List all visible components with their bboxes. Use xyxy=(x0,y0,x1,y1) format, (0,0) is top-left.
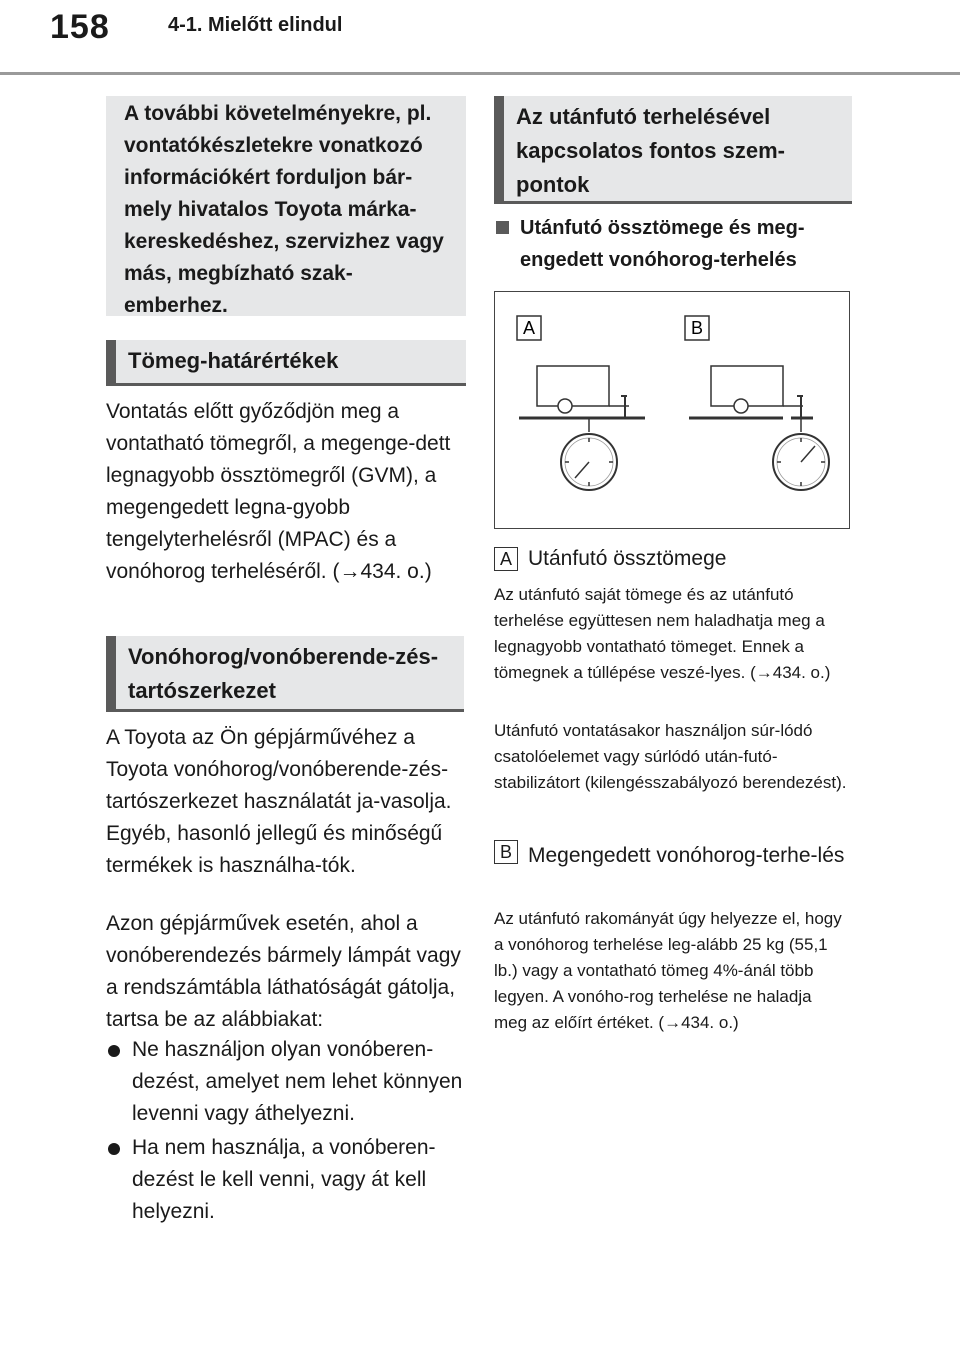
bullet-item xyxy=(106,1132,466,1228)
tongue-on-scale-b xyxy=(689,366,829,490)
paragraph-obstruction: Azon gépjárművek esetén, ahol a vonóberendezés bármely lámpát vagy a rendszámtábla láthatóságát gátolja, tartsa be az alábbiakat: xyxy=(106,912,461,1031)
item-a-paragraph-1: Az utánfutó saját tömege és az utánfutó terhelése együttesen nem haladhatja meg a legnagyobb vontatható tömeget. Ennek a tömegnek a túllépése veszé-lyes. (→434. o.) xyxy=(494,585,831,682)
trailer-weight-figure xyxy=(494,291,850,529)
subheading-text: Utánfutó össztömege és meg-engedett vonóhorog-terhelés xyxy=(520,217,805,271)
info-note-box xyxy=(106,96,466,316)
bullet-item xyxy=(106,1034,466,1130)
label-b: B xyxy=(690,318,704,338)
item-a-paragraph-2: Utánfutó vontatásakor használjon súr-lódó csatolóelemet vagy súrlódó után-futó-stabilizátort (kilengésszabályozó berendezést). xyxy=(494,721,847,792)
subheading-trailer-weight xyxy=(494,212,854,276)
label-a-box: A xyxy=(494,547,518,571)
trailer-on-scale-a xyxy=(519,366,645,490)
label-a: A xyxy=(522,318,536,338)
paragraph-weight-limits: Vontatás előtt győződjön meg a vontatható tömegről, a megenge-dett legnagyobb össztömegről (GVM), a megengedett legna-gyobb tengelyterhelésről (MPAC) és a vonóhorog terheléséről. (→434. o.) xyxy=(106,400,451,583)
bullet-dot-icon xyxy=(108,1045,120,1057)
bullet-dot-icon xyxy=(108,1143,120,1155)
heading-trailer-load: Az utánfutó terhelésével kapcsolatos fontos szem-pontok xyxy=(494,96,852,204)
heading-hitch-bracket: Vonóhorog/vonóberende-zés-tartószerkezet xyxy=(106,636,464,712)
page-number: 158 xyxy=(50,8,110,46)
heading-weight-limits: Tömeg-határértékek xyxy=(106,340,466,386)
bullet-text: Ha nem használja, a vonóberen-dezést le kell venni, vagy át kell helyezni. xyxy=(132,1136,436,1223)
bullet-text: Ne használjon olyan vonóberen-dezést, amelyet nem lehet könnyen levenni vagy áthelyezni. xyxy=(132,1038,463,1125)
header-divider xyxy=(0,72,960,75)
item-a-title: Utánfutó össztömege xyxy=(528,547,727,570)
item-b-title: Megengedett vonóhorog-terhe-lés xyxy=(528,844,845,867)
item-b-paragraph-1: Az utánfutó rakományát úgy helyezze el, hogy a vonóhorog terhelése leg-alább 25 kg (55,1 lb.) vagy a vontatható tömeg 4%-ánál több legyen. A vonóho-rog terhelése ne haladja meg az előírt értéket. (→434. o.) xyxy=(494,909,842,1032)
info-note-text: A további követelményekre, pl. vontatókészletekre vonatkozó információkért forduljon bár-mely hivatalos Toyota márka-kereskedéshez, szervizhez vagy más, megbízható szak-emberhez. xyxy=(124,102,444,317)
square-bullet-icon xyxy=(496,221,509,234)
label-b-box: B xyxy=(494,840,518,864)
section-title: 4-1. Mielőtt elindul xyxy=(168,14,343,36)
trailer-scale-illustration xyxy=(495,292,849,528)
paragraph-toyota-recommends: A Toyota az Ön gépjárművéhez a Toyota vonóhorog/vonóberende-zés-tartószerkezet használatát ja-vasolja. Egyéb, hasonló jellegű és minőségű termékek is használha-tók. xyxy=(106,726,452,877)
